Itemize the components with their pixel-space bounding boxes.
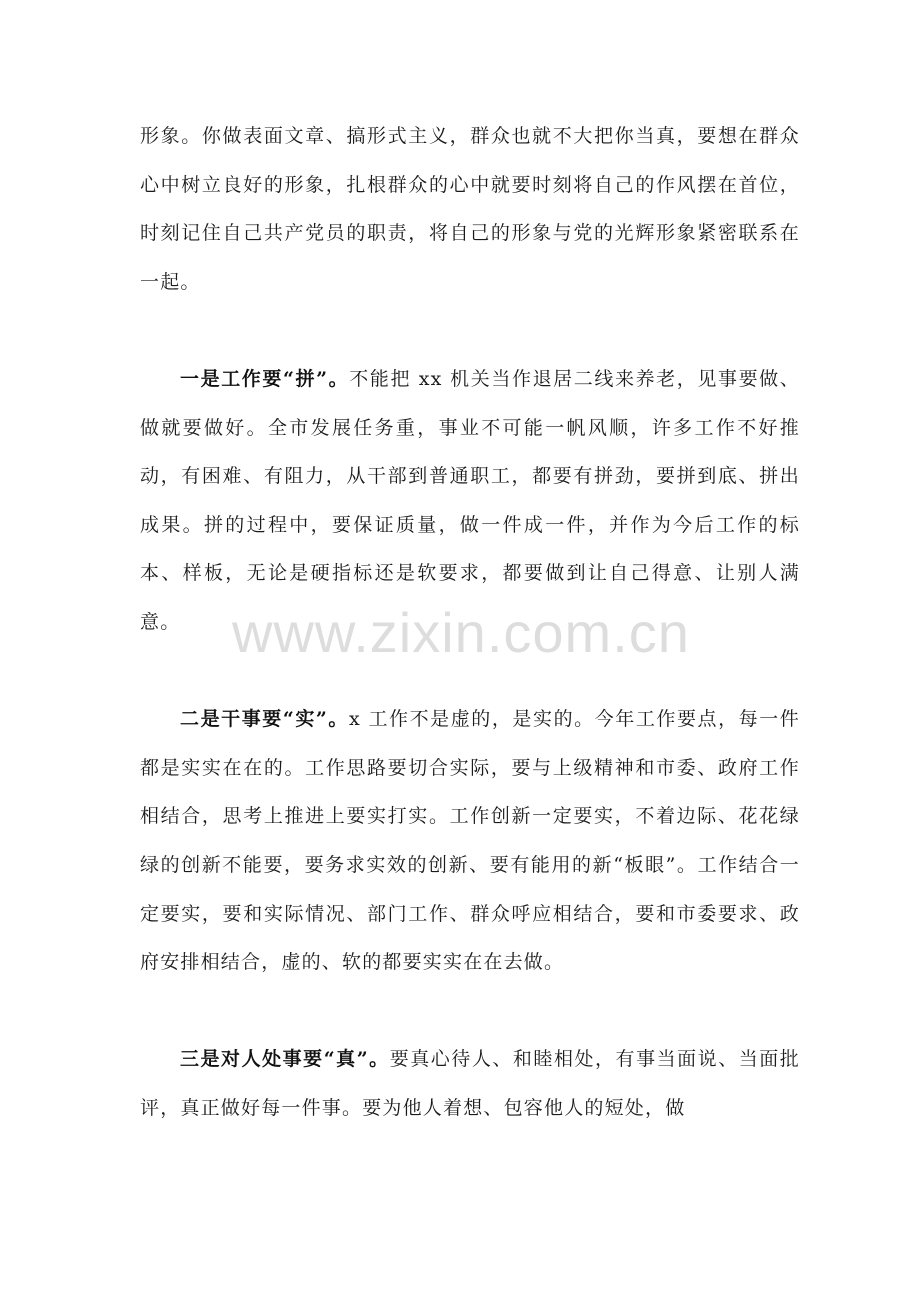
paragraph-gap [140,647,800,696]
watermark: www.zixin.com.cn [232,601,690,664]
paragraph-text: 要真心待人、和睦相处，有事当面说、当面批评，真正做好每一件事。要为他人着想、包容他人的短处，做 [140,1048,800,1119]
paragraph-be-sincere [140,1035,800,1132]
paragraph-be-practical [140,695,800,987]
paragraph-text: 不能把 xx 机关当作退居二线来养老，见事要做、做就要做好。全市发展任务重，事业不可能一帆风顺，许多工作不好推动，有困难、有阻力，从干部到普通职工，都要有拼劲，要拼到底、拼出成果。拼的过程中，要保证质量，做一件成一件，并作为今后工作的标本、样板，无论是硬指标还是软要求，都要做到让自己得意、让别人满意。 [140,367,800,633]
paragraph-work-hard [140,355,800,647]
paragraph-continuation [140,112,800,306]
paragraph-text: x 工作不是虚的，是实的。今年工作要点，每一件都是实实在在的。工作思路要切合实际，要与上级精神和市委、政府工作相结合，思考上推进上要实打实。工作创新一定要实，不着边际、花花绿绿的创新不能要，要务求实效的创新、要有能用的新“板眼”。工作结合一定要实，要和实际情况、部门工作、群众呼应相结合，要和市委要求、政府安排相结合，虚的、软的都要实实在在去做。 [140,708,800,974]
paragraph-lead: 一是工作要“拼”。 [180,367,350,390]
paragraph-text: 形象。你做表面文章、搞形式主义，群众也就不大把你当真，要想在群众心中树立良好的形象，扎根群众的心中就要时刻将自己的作风摆在首位，时刻记住自己共产党员的职责，将自己的形象与党的光辉形象紧密联系在一起。 [140,125,800,293]
document-body [140,112,800,1132]
paragraph-lead: 三是对人处事要“真”。 [180,1048,390,1071]
paragraph-lead: 二是干事要“实”。 [180,708,349,731]
paragraph-gap [140,306,800,355]
paragraph-gap [140,987,800,1036]
